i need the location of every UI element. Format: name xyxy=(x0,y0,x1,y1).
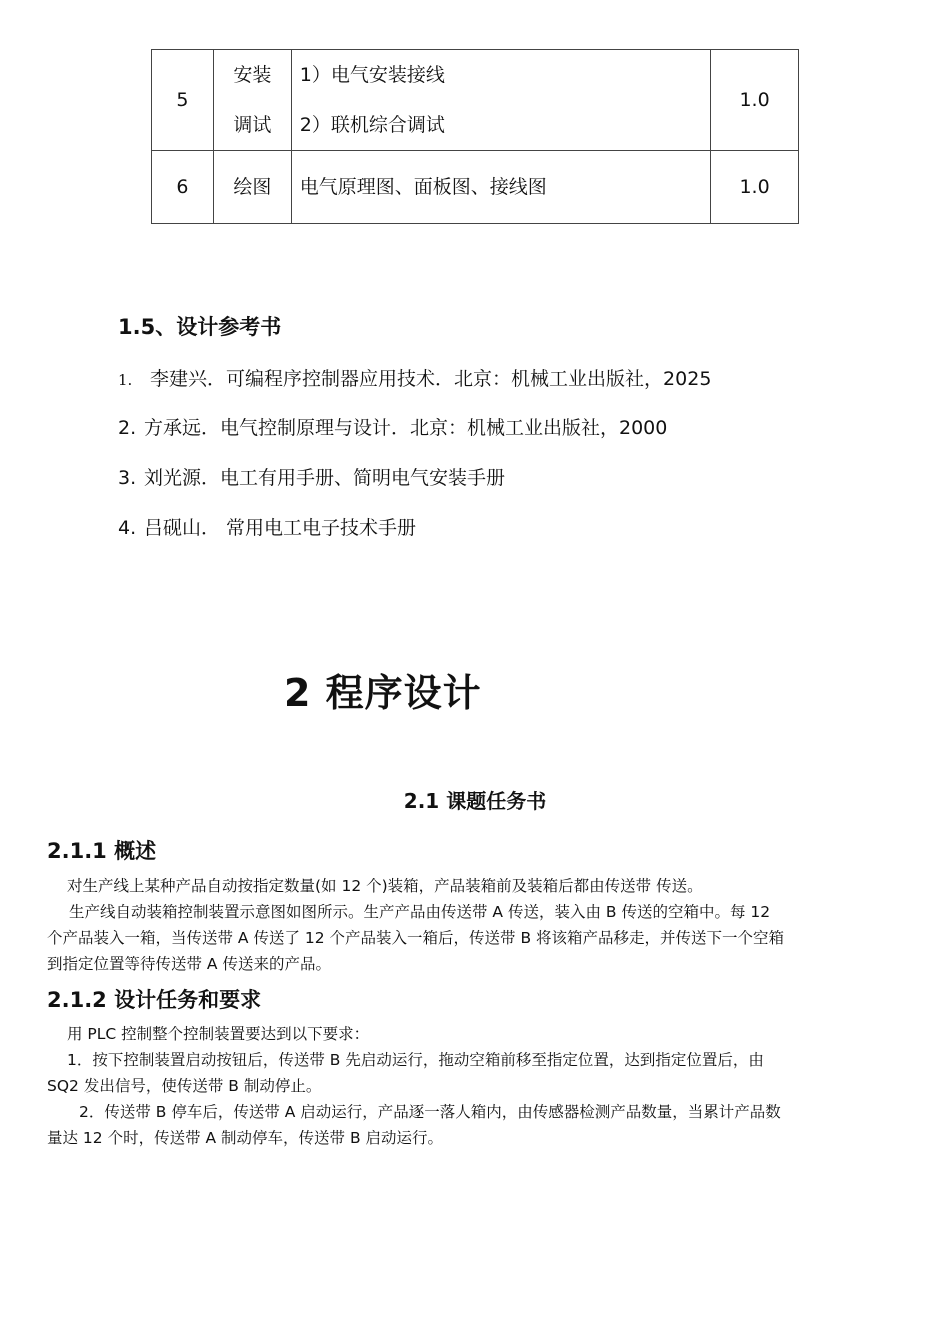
paragraph-line: 个产品装入一箱，当传送带 A 传送了 12 个产品装入一箱后，传送带 B 将该箱产品移走，并传送下一个空箱 xyxy=(47,929,785,947)
reference-text: 刘光源．电工有用手册、简明电气安装手册 xyxy=(144,467,506,489)
reference-number: 1. xyxy=(118,371,133,389)
paragraph-line: 量达 12 个时，传送带 A 制动停车，传送带 B 启动运行。 xyxy=(47,1129,444,1147)
row-content xyxy=(291,151,710,224)
paragraph-line: 用 PLC 控制整个控制装置要达到以下要求： xyxy=(67,1025,370,1043)
row-category xyxy=(213,50,291,151)
reference-text: 方承远．电气控制原理与设计．北京：机械工业出版社，2000 xyxy=(144,417,668,439)
task-table xyxy=(151,49,799,224)
category-line: 调试 xyxy=(233,114,272,136)
row-value: 1.0 xyxy=(711,50,799,151)
content-line: 1）电气安装接线 xyxy=(299,64,445,86)
row-number: 6 xyxy=(152,151,214,224)
paragraph-line: 生产线自动装箱控制装置示意图如图所示。生产产品由传送带 A 传送，装入由 B 传送的空箱中。每 12 xyxy=(69,903,771,921)
requirements-paragraph xyxy=(47,1021,905,1151)
paragraph-line: 2．传送带 B 停车后，传送带 A 启动运行，产品逐一落人箱内，由传感器检测产品数量，当累计产品数 xyxy=(79,1103,781,1121)
row-content xyxy=(291,50,710,151)
paragraph-line: 到指定位置等待传送带 A 传送来的产品。 xyxy=(47,955,331,973)
reference-item xyxy=(118,413,667,440)
overview-heading: 2.1.1 概述 xyxy=(47,839,157,863)
reference-item xyxy=(118,463,505,490)
reference-number: 2. xyxy=(118,417,137,439)
references-heading: 1.5、设计参考书 xyxy=(118,315,282,339)
row-value: 1.0 xyxy=(711,151,799,224)
content-line: 电气原理图、面板图、接线图 xyxy=(299,176,547,198)
content-line: 2）联机综合调试 xyxy=(299,114,445,136)
overview-paragraph xyxy=(47,873,905,977)
reference-text: 李建兴．可编程序控制器应用技术．北京：机械工业出版社，2025 xyxy=(150,368,712,390)
reference-item xyxy=(118,513,416,540)
paragraph-line: 1．按下控制装置启动按钮后，传送带 B 先启动运行，拖动空箱前移至指定位置，达到指定位置后，由 xyxy=(67,1051,764,1069)
table-row xyxy=(152,50,799,151)
chapter-title: 2 程序设计 xyxy=(284,671,482,715)
reference-item xyxy=(118,364,711,391)
reference-number: 4. xyxy=(118,517,137,539)
reference-number: 3. xyxy=(118,467,137,489)
paragraph-line: SQ2 发出信号，使传送带 B 制动停止。 xyxy=(47,1077,322,1095)
category-line: 绘图 xyxy=(233,176,272,198)
section-title: 2.1 课题任务书 xyxy=(403,789,547,813)
row-number: 5 xyxy=(152,50,214,151)
requirements-heading: 2.1.2 设计任务和要求 xyxy=(47,988,262,1012)
paragraph-line: 对生产线上某种产品自动按指定数量(如 12 个)装箱，产品装箱前及装箱后都由传送带 传送。 xyxy=(67,877,703,895)
row-category xyxy=(213,151,291,224)
category-line: 安装 xyxy=(233,64,272,86)
table-row xyxy=(152,151,799,224)
reference-text: 吕砚山． 常用电工电子技术手册 xyxy=(144,517,417,539)
